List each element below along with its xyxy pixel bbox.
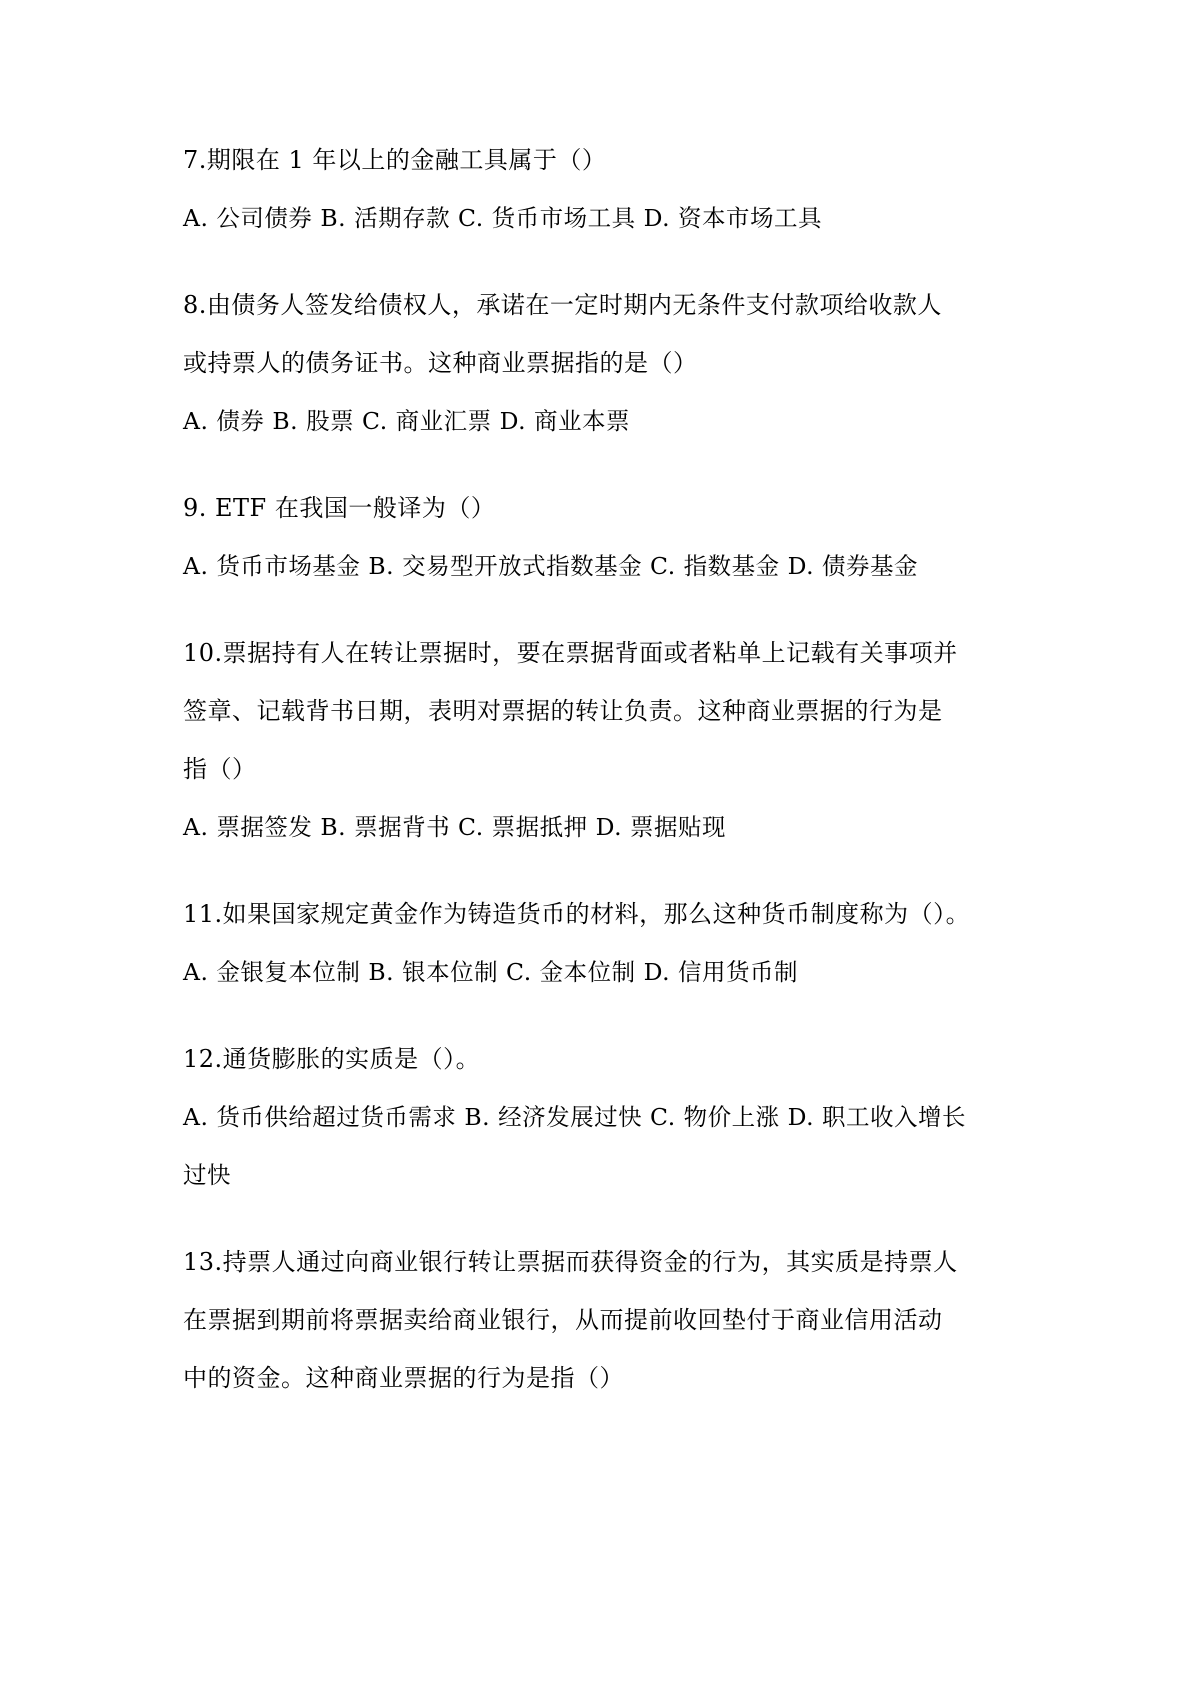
question-13-stem-line-1: 13.持票人通过向商业银行转让票据而获得资金的行为，其实质是持票人: [183, 1248, 958, 1276]
question-9-stem-line-1: 9. ETF 在我国一般译为（）: [183, 494, 496, 522]
question-7-stem-line-1: 7.期限在 1 年以上的金融工具属于（）: [183, 146, 607, 174]
question-13-stem-line-2: 在票据到期前将票据卖给商业银行，从而提前收回垫付于商业信用活动: [183, 1306, 943, 1334]
question-10-stem-line-2: 签章、记载背书日期，表明对票据的转让负责。这种商业票据的行为是: [183, 697, 943, 725]
question-11-stem-line-1: 11.如果国家规定黄金作为铸造货币的材料，那么这种货币制度称为（）。: [183, 900, 971, 928]
question-9-options-line-1: A. 货币市场基金 B. 交易型开放式指数基金 C. 指数基金 D. 债券基金: [183, 552, 919, 580]
question-8-stem-line-2: 或持票人的债务证书。这种商业票据指的是（）: [183, 349, 698, 377]
question-11-options-line-1: A. 金银复本位制 B. 银本位制 C. 金本位制 D. 信用货币制: [183, 958, 799, 986]
question-10-options-line-1: A. 票据签发 B. 票据背书 C. 票据抵押 D. 票据贴现: [183, 813, 727, 841]
question-8-options-line-1: A. 债券 B. 股票 C. 商业汇票 D. 商业本票: [183, 407, 631, 435]
question-10-stem-line-3: 指（）: [183, 755, 257, 783]
question-12-stem-line-1: 12.通货膨胀的实质是（）。: [183, 1045, 481, 1073]
question-12-options-line-2: 过快: [183, 1161, 231, 1189]
question-12-options-line-1: A. 货币供给超过货币需求 B. 经济发展过快 C. 物价上涨 D. 职工收入增长: [183, 1103, 967, 1131]
question-13-stem-line-3: 中的资金。这种商业票据的行为是指（）: [183, 1364, 624, 1392]
question-10-stem-line-1: 10.票据持有人在转让票据时，要在票据背面或者粘单上记载有关事项并: [183, 639, 958, 667]
question-7-options-line-1: A. 公司债券 B. 活期存款 C. 货币市场工具 D. 资本市场工具: [183, 204, 823, 232]
question-8-stem-line-1: 8.由债务人签发给债权人，承诺在一定时期内无条件支付款项给收款人: [183, 291, 942, 319]
